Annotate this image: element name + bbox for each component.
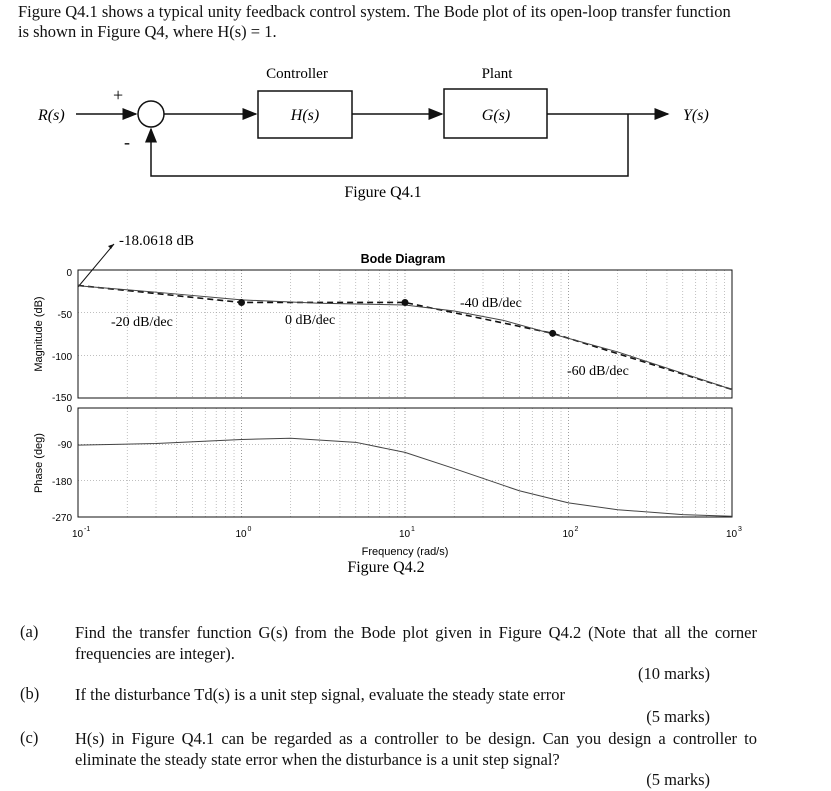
feedback-path bbox=[151, 114, 628, 176]
xtick-label: 10 bbox=[72, 529, 84, 540]
ph-ytick-180: -180 bbox=[51, 477, 72, 488]
question-c-letter: (c) bbox=[20, 728, 39, 747]
bode-plot bbox=[0, 215, 831, 585]
mag-ytick-0: 0 bbox=[66, 268, 72, 279]
plus-sign: + bbox=[113, 85, 124, 105]
phase-y-ticks bbox=[52, 404, 72, 524]
question-a-text: Find the transfer function G(s) from the Bode plot given in Figure Q4.2 (Note that all the corner frequencies are integer). bbox=[75, 623, 757, 663]
mag-ytick-150: -150 bbox=[51, 393, 72, 404]
question-b-text: If the disturbance Td(s) is a unit step signal, evaluate the steady state error bbox=[75, 685, 565, 704]
plant-block-label: G(s) bbox=[481, 107, 511, 124]
plant-title: Plant bbox=[481, 66, 513, 82]
xtick-exponent: 3 bbox=[738, 526, 742, 533]
corner-point bbox=[402, 299, 409, 306]
slope-label-0: 0 dB/dec bbox=[285, 313, 336, 328]
question-b-marks: (5 marks) bbox=[646, 707, 710, 726]
controller-block-label: H(s) bbox=[290, 107, 320, 124]
slope-label-minus20: -20 dB/dec bbox=[111, 315, 173, 330]
slope-label-minus60: -60 dB/dec bbox=[567, 364, 629, 379]
phase-ylabel: Phase (deg) bbox=[33, 433, 45, 493]
intro-line-2: is shown in Figure Q4, where H(s) = 1. bbox=[18, 22, 277, 41]
question-b-letter: (b) bbox=[20, 684, 40, 703]
start-annotation-leader bbox=[78, 244, 114, 287]
xtick-exponent: -1 bbox=[84, 526, 91, 533]
xtick-label: 10 bbox=[562, 529, 574, 540]
xtick-exponent: 1 bbox=[411, 526, 415, 533]
intro-line-1: Figure Q4.1 shows a typical unity feedback control system. The Bode plot of its open-loop transfer function bbox=[18, 2, 731, 21]
minus-sign: - bbox=[124, 132, 130, 152]
start-annotation-arrowhead bbox=[108, 244, 114, 249]
frequency-xlabel: Frequency (rad/s) bbox=[361, 546, 449, 558]
phase-grid bbox=[78, 408, 732, 517]
xtick-exponent: 0 bbox=[247, 526, 252, 533]
ph-ytick-270: -270 bbox=[51, 513, 72, 524]
corner-point bbox=[238, 299, 245, 306]
question-c-marks: (5 marks) bbox=[646, 770, 710, 789]
question-c-text: H(s) in Figure Q4.1 can be regarded as a controller to be design. Can you design a controller to eliminate the steady state error when the disturbance is a unit step signal? bbox=[75, 729, 757, 769]
magnitude-grid bbox=[78, 270, 732, 398]
question-a-marks: (10 marks) bbox=[638, 664, 710, 683]
ph-ytick-0: 0 bbox=[66, 404, 72, 415]
figure-q42-caption: Figure Q4.2 bbox=[347, 559, 425, 576]
ph-ytick-90: -90 bbox=[57, 440, 72, 451]
controller-title: Controller bbox=[266, 66, 328, 82]
corner-point bbox=[549, 330, 556, 337]
bode-title: Bode Diagram bbox=[360, 252, 446, 266]
x-ticks bbox=[72, 526, 742, 540]
question-a-letter: (a) bbox=[20, 622, 39, 641]
magnitude-y-ticks bbox=[52, 268, 72, 404]
output-label: Y(s) bbox=[683, 107, 709, 124]
summing-junction bbox=[138, 101, 164, 127]
figure-q41-caption: Figure Q4.1 bbox=[344, 184, 422, 201]
mag-ytick-50: -50 bbox=[57, 310, 72, 321]
slope-label-minus40: -40 dB/dec bbox=[460, 296, 522, 311]
mag-ytick-100: -100 bbox=[51, 352, 72, 363]
input-label: R(s) bbox=[38, 107, 65, 124]
xtick-label: 10 bbox=[726, 529, 738, 540]
xtick-label: 10 bbox=[399, 529, 411, 540]
xtick-label: 10 bbox=[235, 529, 247, 540]
xtick-exponent: 2 bbox=[574, 526, 579, 533]
start-annotation: -18.0618 dB bbox=[119, 233, 194, 249]
magnitude-ylabel: Magnitude (dB) bbox=[33, 296, 45, 372]
block-diagram bbox=[0, 0, 831, 210]
